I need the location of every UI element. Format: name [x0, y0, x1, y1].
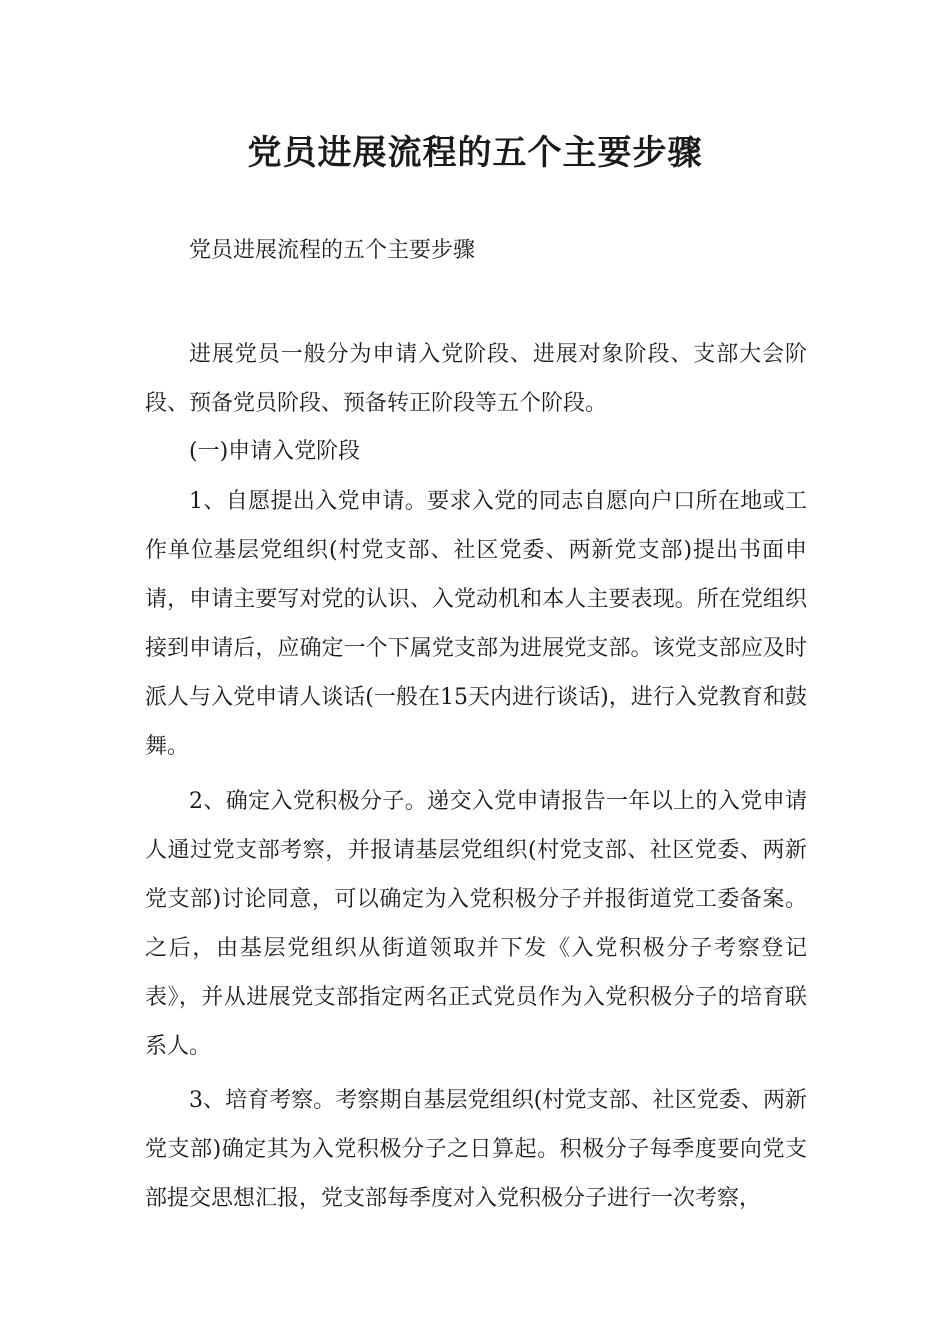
- step-1-paragraph: 1、自愿提出入党申请。要求入党的同志自愿向户口所在地或工作单位基层党组织(村党支部、社区党委、两新党支部)提出书面申请，申请主要写对党的认识、入党动机和本人主要表现。所在党组织接到申请后，应确定一个下属党支部为进展党支部。该党支部应及时派人与入党申请人谈话(一般在15天内进行谈话)，进行入党教育和鼓舞。: [145, 489, 807, 759]
- document-title: 党员进展流程的五个主要步骤: [247, 133, 703, 173]
- step-3-paragraph: 3、培育考察。考察期自基层党组织(村党支部、社区党委、两新党支部)确定其为入党积极分子之日算起。积极分子每季度要向党支部提交思想汇报，党支部每季度对入党积极分子进行一次考察，: [145, 1088, 807, 1211]
- document-subtitle: 党员进展流程的五个主要步骤: [189, 238, 476, 263]
- step-2-paragraph: 2、确定入党积极分子。递交入党申请报告一年以上的入党申请人通过党支部考察，并报请基层党组织(村党支部、社区党委、两新党支部)讨论同意，可以确定为入党积极分子并报街道党工委备案。之后，由基层党组织从街道领取并下发《入党积极分子考察登记表》，并从进展党支部指定两名正式党员作为入党积极分子的培育联系人。: [145, 789, 807, 1059]
- intro-paragraph: 进展党员一般分为申请入党阶段、进展对象阶段、支部大会阶段、预备党员阶段、预备转正阶段等五个阶段。: [145, 342, 807, 416]
- section-heading: (一)申请入党阶段: [189, 439, 361, 464]
